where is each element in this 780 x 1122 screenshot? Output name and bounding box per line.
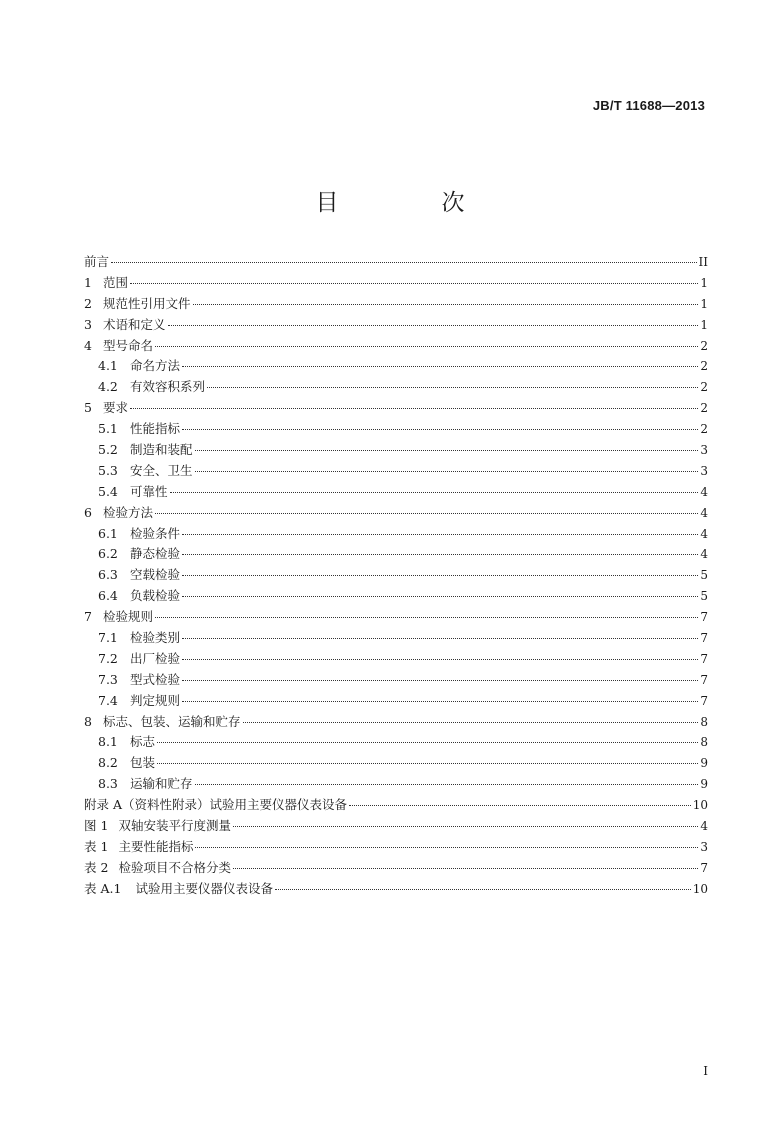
toc-entry[interactable] [84, 607, 708, 628]
toc-entry-title: 检验方法 [103, 504, 154, 520]
dot-leader [182, 658, 698, 660]
toc-entry-number: 6.2 [98, 546, 118, 562]
dot-leader [130, 282, 698, 284]
dot-leader [155, 512, 698, 514]
toc-entry-page: 7 [700, 651, 708, 666]
toc-entry-title: 双轴安装平行度测量 [118, 818, 231, 834]
dot-leader [233, 825, 698, 827]
toc-entry[interactable] [84, 377, 708, 398]
toc-entry[interactable] [84, 544, 708, 565]
toc-entry-page: 9 [700, 756, 708, 771]
toc-entry-number: 3 [84, 316, 92, 332]
toc-entry-page: II [698, 255, 708, 269]
toc-entry[interactable] [84, 482, 708, 503]
toc-entry-number: 4.1 [98, 358, 118, 374]
toc-entry-page: 7 [700, 693, 708, 708]
toc-entry-page: 4 [700, 819, 708, 834]
toc-entry[interactable] [84, 795, 708, 816]
toc-entry-title: 范围 [103, 274, 129, 290]
dot-leader [168, 324, 699, 326]
dot-leader [157, 762, 698, 764]
toc-entry-title: 规范性引用文件 [103, 295, 191, 311]
toc-entry-page: 3 [700, 839, 708, 854]
toc-entry[interactable] [84, 670, 708, 691]
toc-entry-number: 8.1 [98, 734, 118, 750]
toc-entry-title: 制造和装配 [130, 442, 193, 458]
toc-entry[interactable] [84, 712, 708, 733]
toc-entry-page: 8 [700, 735, 708, 750]
dot-leader [182, 365, 698, 367]
toc-entry-title: 性能指标 [130, 421, 181, 437]
toc-entry-title: 检验条件 [130, 525, 181, 541]
toc-entry-title: 有效容积系列 [130, 379, 206, 395]
toc-entry-number: 1 [84, 274, 92, 290]
toc-entry-title: 静态检验 [130, 546, 181, 562]
toc-entry-title: 命名方法 [130, 358, 181, 374]
toc-entry-title: 标志、包装、运输和贮存 [103, 713, 241, 729]
toc-entry[interactable] [84, 336, 708, 357]
toc-entry-title: 型式检验 [130, 671, 181, 687]
toc-entry[interactable] [84, 586, 708, 607]
toc-entry-page: 1 [700, 317, 708, 332]
toc-entry[interactable] [84, 440, 708, 461]
toc-entry-number: 2 [84, 295, 92, 311]
toc-entry-page: 2 [700, 338, 708, 353]
dot-leader [195, 470, 699, 472]
dot-leader [182, 595, 698, 597]
toc-entry-number: 5.1 [98, 421, 118, 437]
toc-entry-title: 负载检验 [130, 588, 181, 604]
dot-leader [157, 741, 698, 743]
toc-entry-number: 6.3 [98, 567, 118, 583]
toc-entry-page: 4 [700, 505, 708, 520]
toc-entry-title: 安全、卫生 [130, 462, 193, 478]
toc-entry-number: 6 [84, 504, 92, 520]
page-title: 目 次 [315, 190, 505, 216]
dot-leader [193, 303, 699, 305]
toc-entry[interactable] [84, 691, 708, 712]
toc-entry-page: 1 [700, 275, 708, 290]
toc-entry-number: 5.3 [98, 462, 118, 478]
toc-entry-title: 判定规则 [130, 692, 181, 708]
toc-entry[interactable] [84, 816, 708, 837]
toc-entry-title: 空载检验 [130, 567, 181, 583]
toc-entry[interactable] [84, 503, 708, 524]
toc-entry[interactable] [84, 774, 708, 795]
toc-entry-page: 4 [700, 526, 708, 541]
toc-entry-title: 试验用主要仪器仪表设备 [135, 880, 273, 896]
toc-entry[interactable] [84, 419, 708, 440]
toc-entry-number: 6.1 [98, 525, 118, 541]
toc-entry-number: 6.4 [98, 588, 118, 604]
toc-entry[interactable] [84, 753, 708, 774]
toc-entry-number: 表 A.1 [84, 880, 122, 896]
toc-entry[interactable] [84, 461, 708, 482]
dot-leader [182, 679, 698, 681]
toc-entry-page: 4 [700, 484, 708, 499]
toc-entry-page: 7 [700, 631, 708, 646]
dot-leader [182, 700, 698, 702]
dot-leader [182, 553, 698, 555]
toc-entry-title: 可靠性 [130, 483, 168, 499]
toc-entry-page: 7 [700, 860, 708, 875]
toc-entry-title: 型号命名 [103, 337, 154, 353]
toc-entry[interactable] [84, 565, 708, 586]
toc-entry-title: 运输和贮存 [130, 776, 193, 792]
toc-entry-page: 2 [700, 422, 708, 437]
toc-entry-number: 5.4 [98, 483, 118, 499]
toc-entry-page: 2 [700, 401, 708, 416]
dot-leader [207, 386, 698, 388]
toc-entry-page: 3 [700, 443, 708, 458]
toc-entry-title: 附录 A（资料性附录）试验用主要仪器仪表设备 [84, 797, 348, 813]
toc-entry-page: 10 [692, 798, 708, 813]
toc-entry-number: 8.3 [98, 776, 118, 792]
dot-leader [275, 888, 691, 890]
toc-entry[interactable] [84, 879, 708, 900]
toc-entry[interactable] [84, 524, 708, 545]
toc-entry-number: 8.2 [98, 755, 118, 771]
toc-entry-number: 表 1 [84, 838, 109, 854]
toc-entry-title: 包装 [130, 755, 156, 771]
toc-entry-number: 7.1 [98, 630, 118, 646]
toc-entry[interactable] [84, 252, 708, 273]
dot-leader [155, 345, 698, 347]
dot-leader [233, 867, 698, 869]
toc-entry-page: 7 [700, 610, 708, 625]
table-of-contents [84, 252, 708, 900]
toc-entry-number: 7 [84, 609, 92, 625]
toc-entry-page: 5 [700, 568, 708, 583]
toc-entry-title: 标志 [130, 734, 156, 750]
toc-entry[interactable] [84, 858, 708, 879]
toc-entry-title: 检验项目不合格分类 [118, 859, 231, 875]
toc-entry-title: 前言 [84, 254, 110, 269]
toc-entry-number: 4 [84, 337, 92, 353]
standard-code: JB/T 11688—2013 [592, 98, 705, 113]
dot-leader [182, 574, 698, 576]
toc-entry-title: 要求 [103, 400, 129, 416]
toc-entry[interactable] [84, 356, 708, 377]
toc-entry[interactable] [84, 837, 708, 858]
dot-leader [243, 721, 699, 723]
toc-entry-page: 7 [700, 672, 708, 687]
toc-entry[interactable] [84, 294, 708, 315]
dot-leader [155, 616, 698, 618]
toc-entry-page: 1 [700, 296, 708, 311]
dot-leader [195, 783, 699, 785]
toc-entry-page: 9 [700, 777, 708, 792]
toc-entry-title: 检验类别 [130, 630, 181, 646]
toc-entry-title: 检验规则 [103, 609, 154, 625]
dot-leader [195, 846, 698, 848]
toc-entry-number: 4.2 [98, 379, 118, 395]
dot-leader [182, 533, 698, 535]
toc-entry-page: 8 [700, 714, 708, 729]
toc-entry-number: 表 2 [84, 859, 109, 875]
dot-leader [182, 428, 698, 430]
dot-leader [182, 637, 698, 639]
toc-entry-number: 图 1 [84, 818, 109, 834]
toc-entry-number: 8 [84, 713, 92, 729]
toc-entry-number: 7.4 [98, 692, 118, 708]
toc-entry-number: 7.3 [98, 671, 118, 687]
dot-leader [195, 449, 699, 451]
toc-entry[interactable] [84, 398, 708, 419]
dot-leader [170, 491, 699, 493]
toc-entry-page: 2 [700, 380, 708, 395]
toc-entry-title: 术语和定义 [103, 316, 166, 332]
toc-entry[interactable] [84, 732, 708, 753]
dot-leader [130, 407, 698, 409]
toc-entry-title: 出厂检验 [130, 650, 181, 666]
dot-leader [349, 804, 691, 806]
toc-entry-number: 5.2 [98, 442, 118, 458]
toc-entry-number: 7.2 [98, 650, 118, 666]
toc-entry-page: 2 [700, 359, 708, 374]
toc-entry[interactable] [84, 628, 708, 649]
toc-entry-page: 3 [700, 463, 708, 478]
page-number: I [703, 1064, 708, 1078]
toc-entry-page: 5 [700, 589, 708, 604]
toc-entry-title: 主要性能指标 [118, 838, 194, 854]
dot-leader [111, 261, 697, 263]
toc-entry-page: 4 [700, 547, 708, 562]
toc-entry-number: 5 [84, 400, 92, 416]
toc-entry-page: 10 [692, 881, 708, 896]
toc-entry[interactable] [84, 273, 708, 294]
toc-entry[interactable] [84, 315, 708, 336]
toc-entry[interactable] [84, 649, 708, 670]
